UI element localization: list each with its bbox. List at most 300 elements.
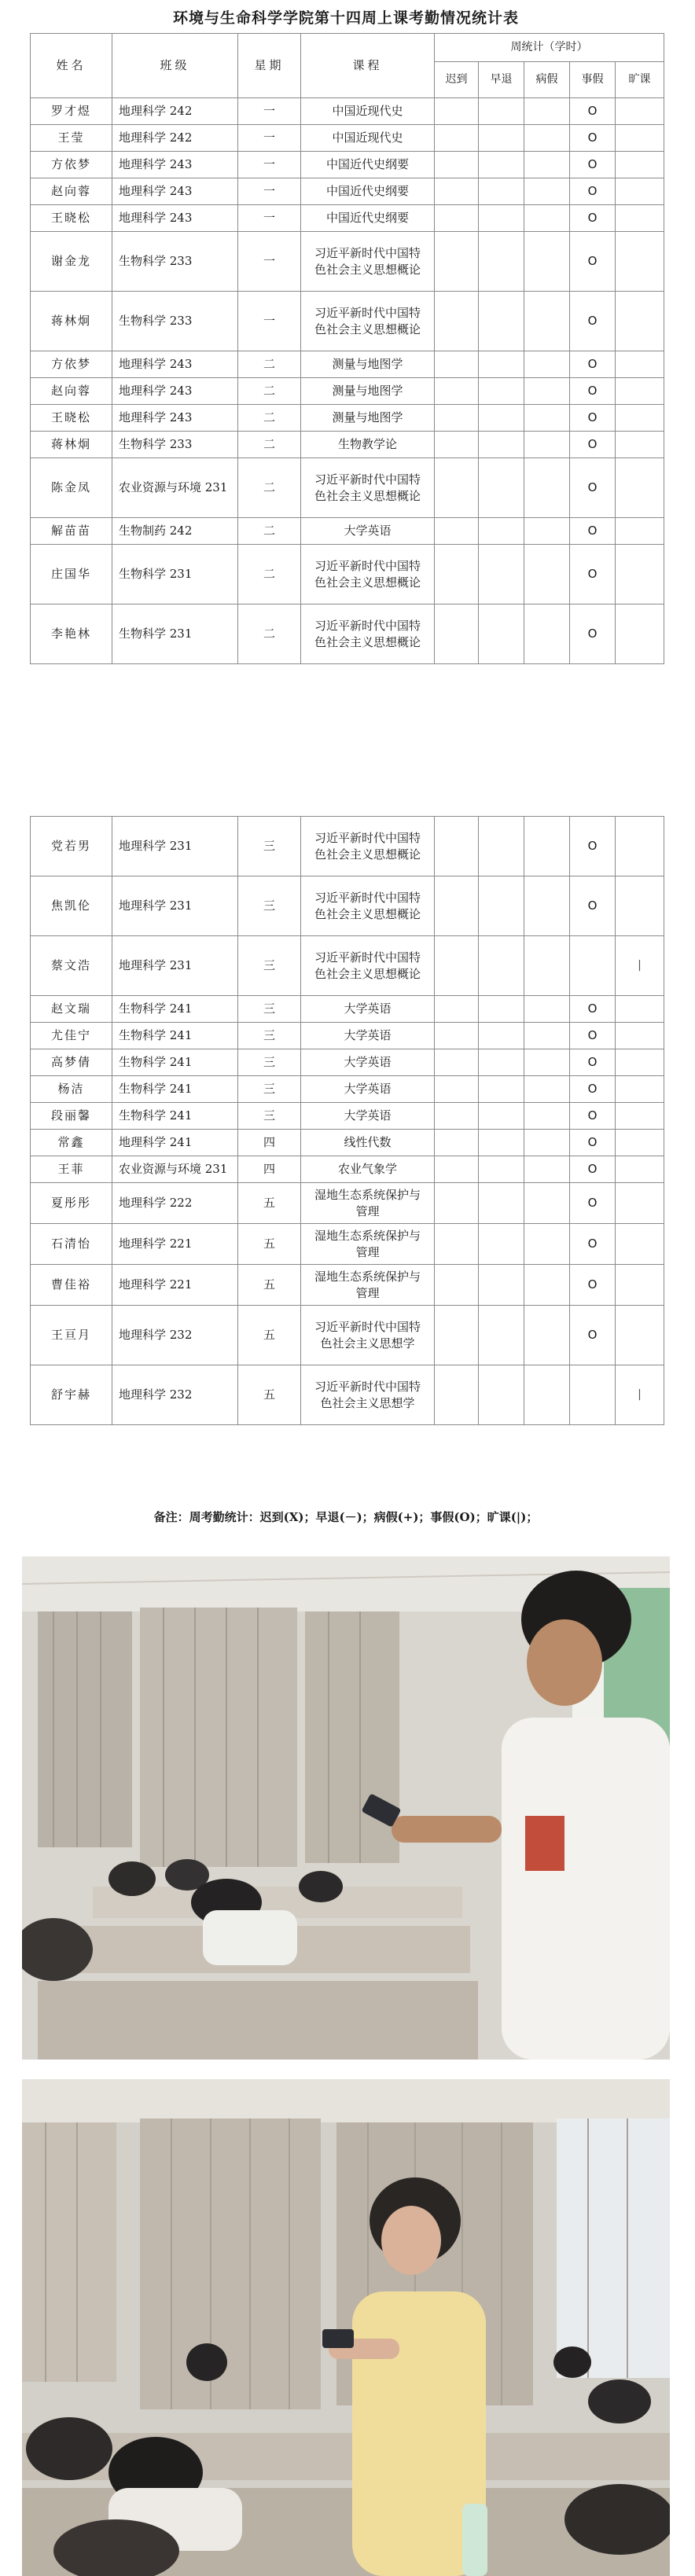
cell-personal-leave: O xyxy=(570,604,616,664)
cell-personal-leave xyxy=(570,1365,616,1425)
cell-course: 习近平新时代中国特色社会主义思想概论 xyxy=(301,292,435,351)
cell-class: 生物科学 231 xyxy=(112,604,238,664)
cell-sick-leave xyxy=(524,1183,570,1224)
cell-early-leave xyxy=(479,876,524,936)
cell-course: 中国近现代史 xyxy=(301,125,435,152)
cell-sick-leave xyxy=(524,1076,570,1103)
cell-late xyxy=(435,1265,479,1306)
cell-personal-leave: O xyxy=(570,876,616,936)
cell-early-leave xyxy=(479,1183,524,1224)
table-row xyxy=(31,1076,664,1103)
cell-early-leave xyxy=(479,1156,524,1183)
table-row xyxy=(31,378,664,405)
cell-weekday: 二 xyxy=(238,545,301,604)
cell-absent xyxy=(616,1156,664,1183)
cell-early-leave xyxy=(479,178,524,205)
cell-early-leave xyxy=(479,205,524,232)
cell-sick-leave xyxy=(524,936,570,996)
cell-early-leave xyxy=(479,1023,524,1049)
cell-absent: | xyxy=(616,936,664,996)
cell-class: 生物制药 242 xyxy=(112,518,238,545)
cell-personal-leave: O xyxy=(570,205,616,232)
cell-weekday: 一 xyxy=(238,232,301,292)
cell-sick-leave xyxy=(524,178,570,205)
header-absent: 旷课 xyxy=(616,62,664,98)
cell-weekday: 三 xyxy=(238,1049,301,1076)
cell-early-leave xyxy=(479,1306,524,1365)
cell-class: 地理科学 242 xyxy=(112,98,238,125)
cell-late xyxy=(435,996,479,1023)
cell-sick-leave xyxy=(524,125,570,152)
cell-late xyxy=(435,1183,479,1224)
cell-absent xyxy=(616,378,664,405)
attendance-table-1 xyxy=(30,33,664,664)
cell-late xyxy=(435,817,479,876)
cell-sick-leave xyxy=(524,876,570,936)
classroom-photo-2-image xyxy=(22,2079,670,2576)
header-course: 课程 xyxy=(301,34,435,98)
attendance-sheet-page-1 xyxy=(22,0,670,782)
cell-absent xyxy=(616,1224,664,1265)
cell-late xyxy=(435,518,479,545)
cell-class: 地理科学 242 xyxy=(112,125,238,152)
cell-class: 农业资源与环境 231 xyxy=(112,458,238,518)
classroom-photo-1-image xyxy=(22,1556,670,2060)
cell-course: 大学英语 xyxy=(301,518,435,545)
sheet-title: 环境与生命科学学院第十四周上课考勤情况统计表 xyxy=(172,9,519,27)
cell-weekday: 四 xyxy=(238,1156,301,1183)
cell-absent xyxy=(616,1265,664,1306)
cell-absent xyxy=(616,545,664,604)
table-row xyxy=(31,604,664,664)
cell-name: 王菲 xyxy=(31,1156,112,1183)
table-row xyxy=(31,1049,664,1076)
cell-late xyxy=(435,936,479,996)
cell-weekday: 一 xyxy=(238,98,301,125)
cell-absent xyxy=(616,1023,664,1049)
cell-name: 蔡文浩 xyxy=(31,936,112,996)
cell-course: 习近平新时代中国特色社会主义思想学 xyxy=(301,1365,435,1425)
cell-personal-leave: O xyxy=(570,152,616,178)
cell-early-leave xyxy=(479,98,524,125)
legend-note: 备注：周考勤统计：迟到(X)；早退(－)；病假(+)；事假(O)；旷课(|)； xyxy=(153,1510,539,1524)
cell-weekday: 二 xyxy=(238,378,301,405)
cell-personal-leave: O xyxy=(570,1306,616,1365)
cell-absent xyxy=(616,817,664,876)
cell-sick-leave xyxy=(524,458,570,518)
table-row xyxy=(31,125,664,152)
cell-weekday: 四 xyxy=(238,1130,301,1156)
cell-weekday: 五 xyxy=(238,1306,301,1365)
cell-sick-leave xyxy=(524,292,570,351)
cell-class: 地理科学 231 xyxy=(112,817,238,876)
cell-late xyxy=(435,351,479,378)
cell-name: 李艳林 xyxy=(31,604,112,664)
cell-course: 大学英语 xyxy=(301,1076,435,1103)
cell-name: 解苗苗 xyxy=(31,518,112,545)
cell-late xyxy=(435,292,479,351)
cell-course: 线性代数 xyxy=(301,1130,435,1156)
cell-sick-leave xyxy=(524,604,570,664)
cell-name: 夏彤彤 xyxy=(31,1183,112,1224)
cell-late xyxy=(435,205,479,232)
cell-sick-leave xyxy=(524,545,570,604)
cell-absent xyxy=(616,458,664,518)
cell-absent xyxy=(616,405,664,432)
cell-absent xyxy=(616,98,664,125)
cell-late xyxy=(435,405,479,432)
table-row xyxy=(31,205,664,232)
cell-weekday: 三 xyxy=(238,1103,301,1130)
cell-course: 生物教学论 xyxy=(301,432,435,458)
cell-name: 王莹 xyxy=(31,125,112,152)
cell-early-leave xyxy=(479,545,524,604)
cell-course: 中国近代史纲要 xyxy=(301,205,435,232)
cell-early-leave xyxy=(479,1265,524,1306)
cell-sick-leave xyxy=(524,98,570,125)
cell-late xyxy=(435,1023,479,1049)
cell-name: 王晓松 xyxy=(31,205,112,232)
cell-weekday: 二 xyxy=(238,405,301,432)
cell-name: 谢金龙 xyxy=(31,232,112,292)
cell-absent xyxy=(616,125,664,152)
cell-weekday: 三 xyxy=(238,1023,301,1049)
cell-absent xyxy=(616,876,664,936)
cell-late xyxy=(435,604,479,664)
cell-personal-leave: O xyxy=(570,1265,616,1306)
cell-late xyxy=(435,152,479,178)
cell-weekday: 二 xyxy=(238,518,301,545)
cell-class: 生物科学 241 xyxy=(112,1103,238,1130)
cell-class: 生物科学 233 xyxy=(112,292,238,351)
cell-sick-leave xyxy=(524,1265,570,1306)
cell-course: 习近平新时代中国特色社会主义思想概论 xyxy=(301,604,435,664)
table-row xyxy=(31,405,664,432)
table-row xyxy=(31,936,664,996)
cell-personal-leave: O xyxy=(570,1130,616,1156)
cell-course: 大学英语 xyxy=(301,1049,435,1076)
cell-personal-leave: O xyxy=(570,1183,616,1224)
cell-personal-leave: O xyxy=(570,1103,616,1130)
cell-sick-leave xyxy=(524,1049,570,1076)
cell-class: 农业资源与环境 231 xyxy=(112,1156,238,1183)
table-row xyxy=(31,178,664,205)
cell-absent xyxy=(616,178,664,205)
cell-absent xyxy=(616,604,664,664)
header-early-leave: 早退 xyxy=(479,62,524,98)
cell-late xyxy=(435,1156,479,1183)
cell-sick-leave xyxy=(524,232,570,292)
table-body-2 xyxy=(31,817,664,1425)
table-row xyxy=(31,351,664,378)
cell-early-leave xyxy=(479,232,524,292)
header-weekday: 星期 xyxy=(238,34,301,98)
cell-early-leave xyxy=(479,152,524,178)
cell-weekday: 五 xyxy=(238,1265,301,1306)
cell-late xyxy=(435,1130,479,1156)
cell-late xyxy=(435,125,479,152)
cell-course: 大学英语 xyxy=(301,996,435,1023)
cell-sick-leave xyxy=(524,152,570,178)
cell-class: 生物科学 241 xyxy=(112,1049,238,1076)
cell-early-leave xyxy=(479,817,524,876)
cell-weekday: 一 xyxy=(238,178,301,205)
cell-sick-leave xyxy=(524,432,570,458)
cell-course: 习近平新时代中国特色社会主义思想学 xyxy=(301,1306,435,1365)
cell-name: 方依梦 xyxy=(31,152,112,178)
cell-late xyxy=(435,178,479,205)
cell-personal-leave: O xyxy=(570,405,616,432)
cell-weekday: 五 xyxy=(238,1183,301,1224)
table-row xyxy=(31,1365,664,1425)
cell-early-leave xyxy=(479,405,524,432)
cell-name: 庄国华 xyxy=(31,545,112,604)
cell-early-leave xyxy=(479,458,524,518)
cell-name: 高梦倩 xyxy=(31,1049,112,1076)
cell-weekday: 一 xyxy=(238,292,301,351)
header-sick-leave: 病假 xyxy=(524,62,570,98)
cell-weekday: 二 xyxy=(238,458,301,518)
cell-absent xyxy=(616,432,664,458)
table-row xyxy=(31,817,664,876)
cell-name: 王晓松 xyxy=(31,405,112,432)
cell-course: 习近平新时代中国特色社会主义思想概论 xyxy=(301,876,435,936)
cell-weekday: 二 xyxy=(238,604,301,664)
cell-early-leave xyxy=(479,1103,524,1130)
table-row xyxy=(31,518,664,545)
cell-name: 杨洁 xyxy=(31,1076,112,1103)
cell-personal-leave: O xyxy=(570,1156,616,1183)
cell-late xyxy=(435,1224,479,1265)
cell-class: 生物科学 241 xyxy=(112,996,238,1023)
cell-personal-leave xyxy=(570,936,616,996)
cell-class: 地理科学 232 xyxy=(112,1365,238,1425)
cell-course: 湿地生态系统保护与管理 xyxy=(301,1224,435,1265)
cell-absent xyxy=(616,351,664,378)
cell-class: 生物科学 233 xyxy=(112,432,238,458)
table-row xyxy=(31,232,664,292)
cell-name: 王亘月 xyxy=(31,1306,112,1365)
cell-late xyxy=(435,232,479,292)
cell-weekday: 一 xyxy=(238,152,301,178)
cell-course: 习近平新时代中国特色社会主义思想概论 xyxy=(301,817,435,876)
cell-early-leave xyxy=(479,125,524,152)
cell-weekday: 三 xyxy=(238,1076,301,1103)
cell-absent xyxy=(616,1130,664,1156)
cell-absent xyxy=(616,205,664,232)
cell-personal-leave: O xyxy=(570,817,616,876)
cell-early-leave xyxy=(479,378,524,405)
cell-weekday: 二 xyxy=(238,432,301,458)
table-body-1 xyxy=(31,98,664,664)
header-personal-leave: 事假 xyxy=(570,62,616,98)
cell-weekday: 五 xyxy=(238,1224,301,1265)
cell-personal-leave: O xyxy=(570,1224,616,1265)
cell-course: 测量与地图学 xyxy=(301,378,435,405)
cell-personal-leave: O xyxy=(570,292,616,351)
cell-weekday: 一 xyxy=(238,125,301,152)
cell-sick-leave xyxy=(524,205,570,232)
table-row xyxy=(31,1183,664,1224)
cell-late xyxy=(435,876,479,936)
cell-absent xyxy=(616,1049,664,1076)
cell-course: 习近平新时代中国特色社会主义思想概论 xyxy=(301,458,435,518)
cell-absent xyxy=(616,292,664,351)
cell-early-leave xyxy=(479,1049,524,1076)
cell-early-leave xyxy=(479,292,524,351)
table-row xyxy=(31,1023,664,1049)
cell-personal-leave: O xyxy=(570,545,616,604)
cell-personal-leave: O xyxy=(570,1049,616,1076)
cell-sick-leave xyxy=(524,1023,570,1049)
cell-personal-leave: O xyxy=(570,125,616,152)
cell-course: 大学英语 xyxy=(301,1023,435,1049)
cell-weekday: 三 xyxy=(238,936,301,996)
cell-personal-leave: O xyxy=(570,378,616,405)
cell-early-leave xyxy=(479,996,524,1023)
header-name: 姓名 xyxy=(31,34,112,98)
cell-late xyxy=(435,1365,479,1425)
table-row xyxy=(31,1224,664,1265)
cell-name: 方依梦 xyxy=(31,351,112,378)
cell-sick-leave xyxy=(524,351,570,378)
cell-late xyxy=(435,432,479,458)
cell-name: 罗才煜 xyxy=(31,98,112,125)
table-row xyxy=(31,1156,664,1183)
cell-course: 湿地生态系统保护与管理 xyxy=(301,1265,435,1306)
cell-sick-leave xyxy=(524,378,570,405)
cell-early-leave xyxy=(479,432,524,458)
cell-class: 生物科学 241 xyxy=(112,1023,238,1049)
cell-sick-leave xyxy=(524,817,570,876)
cell-class: 地理科学 221 xyxy=(112,1265,238,1306)
cell-course: 中国近代史纲要 xyxy=(301,152,435,178)
cell-personal-leave: O xyxy=(570,98,616,125)
cell-absent xyxy=(616,1306,664,1365)
cell-course: 习近平新时代中国特色社会主义思想概论 xyxy=(301,936,435,996)
cell-class: 地理科学 232 xyxy=(112,1306,238,1365)
cell-weekday: 三 xyxy=(238,876,301,936)
cell-early-leave xyxy=(479,1130,524,1156)
cell-course: 中国近现代史 xyxy=(301,98,435,125)
cell-class: 地理科学 231 xyxy=(112,876,238,936)
cell-personal-leave: O xyxy=(570,1023,616,1049)
cell-name: 陈金凤 xyxy=(31,458,112,518)
cell-weekday: 二 xyxy=(238,351,301,378)
cell-personal-leave: O xyxy=(570,178,616,205)
cell-name: 曹佳裕 xyxy=(31,1265,112,1306)
cell-absent xyxy=(616,1076,664,1103)
cell-sick-leave xyxy=(524,1156,570,1183)
table-row xyxy=(31,1265,664,1306)
cell-name: 焦凯伦 xyxy=(31,876,112,936)
cell-class: 生物科学 233 xyxy=(112,232,238,292)
cell-absent xyxy=(616,1183,664,1224)
cell-weekday: 一 xyxy=(238,205,301,232)
cell-class: 地理科学 221 xyxy=(112,1224,238,1265)
cell-personal-leave: O xyxy=(570,1076,616,1103)
cell-early-leave xyxy=(479,351,524,378)
cell-sick-leave xyxy=(524,405,570,432)
cell-early-leave xyxy=(479,604,524,664)
cell-name: 赵文瑞 xyxy=(31,996,112,1023)
cell-class: 地理科学 243 xyxy=(112,178,238,205)
cell-name: 蒋林炯 xyxy=(31,432,112,458)
cell-class: 地理科学 243 xyxy=(112,378,238,405)
cell-early-leave xyxy=(479,1224,524,1265)
cell-name: 赵向蓉 xyxy=(31,378,112,405)
cell-sick-leave xyxy=(524,996,570,1023)
cell-class: 地理科学 243 xyxy=(112,405,238,432)
cell-sick-leave xyxy=(524,518,570,545)
cell-weekday: 五 xyxy=(238,1365,301,1425)
cell-course: 习近平新时代中国特色社会主义思想概论 xyxy=(301,232,435,292)
cell-class: 地理科学 243 xyxy=(112,152,238,178)
cell-late xyxy=(435,458,479,518)
cell-personal-leave: O xyxy=(570,996,616,1023)
classroom-photo-2 xyxy=(22,2079,670,2576)
cell-class: 生物科学 231 xyxy=(112,545,238,604)
cell-personal-leave: O xyxy=(570,232,616,292)
cell-early-leave xyxy=(479,518,524,545)
cell-class: 生物科学 241 xyxy=(112,1076,238,1103)
table-row xyxy=(31,292,664,351)
cell-sick-leave xyxy=(524,1130,570,1156)
table-row xyxy=(31,432,664,458)
header-late: 迟到 xyxy=(435,62,479,98)
cell-absent xyxy=(616,996,664,1023)
cell-early-leave xyxy=(479,936,524,996)
table-row xyxy=(31,545,664,604)
cell-absent xyxy=(616,1103,664,1130)
cell-course: 测量与地图学 xyxy=(301,351,435,378)
cell-name: 蒋林炯 xyxy=(31,292,112,351)
cell-course: 湿地生态系统保护与管理 xyxy=(301,1183,435,1224)
cell-course: 农业气象学 xyxy=(301,1156,435,1183)
table-row xyxy=(31,996,664,1023)
table-row xyxy=(31,458,664,518)
cell-name: 段丽馨 xyxy=(31,1103,112,1130)
header-weekly-stats: 周统计（学时） xyxy=(435,34,664,62)
cell-late xyxy=(435,1049,479,1076)
table-row xyxy=(31,1130,664,1156)
cell-course: 习近平新时代中国特色社会主义思想概论 xyxy=(301,545,435,604)
cell-name: 赵向蓉 xyxy=(31,178,112,205)
table-row xyxy=(31,876,664,936)
cell-absent xyxy=(616,152,664,178)
cell-personal-leave: O xyxy=(570,518,616,545)
cell-late xyxy=(435,98,479,125)
cell-personal-leave: O xyxy=(570,432,616,458)
cell-course: 测量与地图学 xyxy=(301,405,435,432)
cell-personal-leave: O xyxy=(570,351,616,378)
cell-early-leave xyxy=(479,1076,524,1103)
cell-sick-leave xyxy=(524,1103,570,1130)
cell-absent: | xyxy=(616,1365,664,1425)
attendance-sheet-page-2 xyxy=(22,802,670,1533)
cell-absent xyxy=(616,232,664,292)
cell-late xyxy=(435,545,479,604)
cell-late xyxy=(435,1306,479,1365)
cell-personal-leave: O xyxy=(570,458,616,518)
cell-late xyxy=(435,378,479,405)
cell-name: 石清怡 xyxy=(31,1224,112,1265)
table-row xyxy=(31,1306,664,1365)
cell-early-leave xyxy=(479,1365,524,1425)
header-class: 班级 xyxy=(112,34,238,98)
table-row xyxy=(31,152,664,178)
cell-class: 地理科学 241 xyxy=(112,1130,238,1156)
